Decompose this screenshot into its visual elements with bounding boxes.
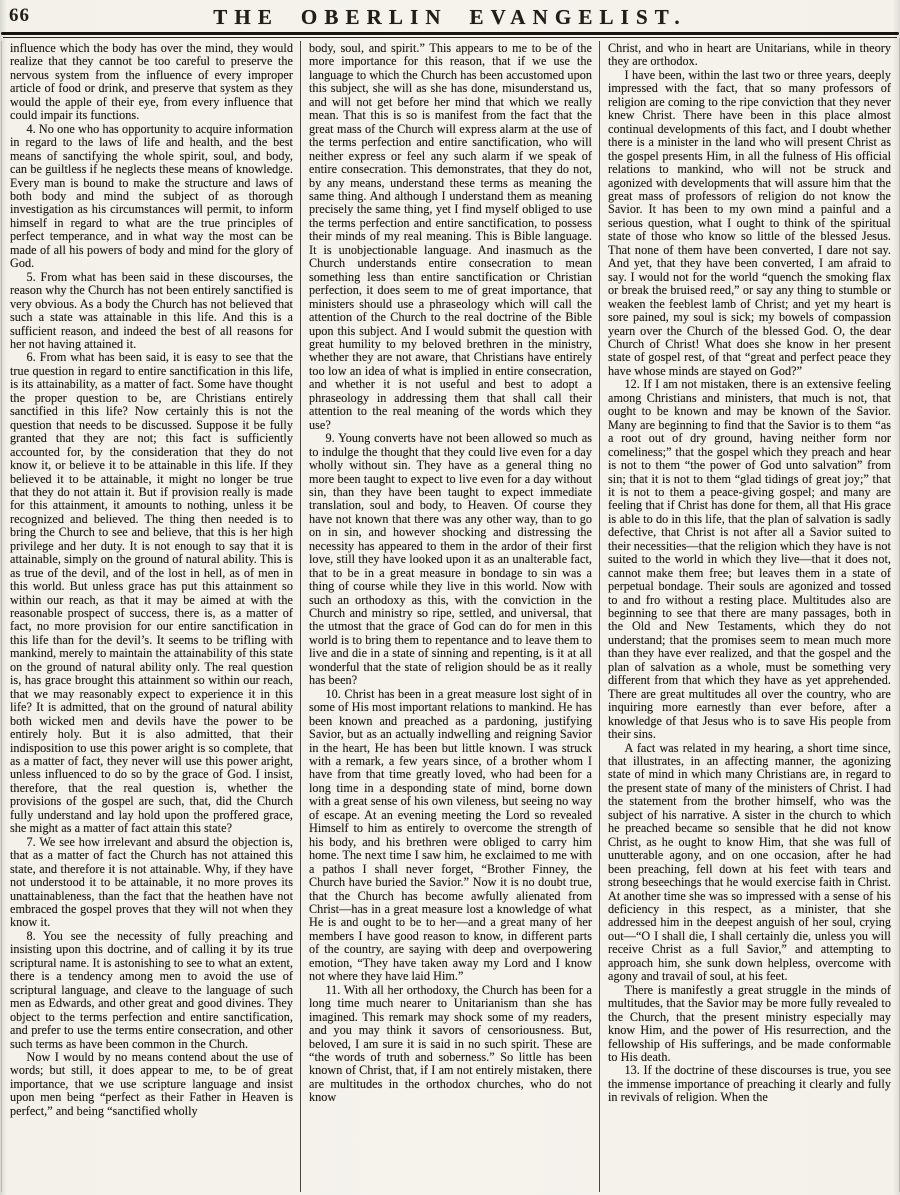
paragraph: 5. From what has been said in these discourses, the reason why the Church has not been entirely sanctified is very obvious. As a body the Church has not believed that such a state was attainable in this life. And this is a sufficient reason, and indeed the best of all reasons for her not having attained it. bbox=[10, 269, 293, 351]
paragraph: body, soul, and spirit.” This appears to me to be of the more importance for this reason, that if we use the language to which the Church has been accustomed upon this subject, she will as she has done, misunderstand us, and will not get before her mind that which we really mean. That this is so is manifest from the fact that the great mass of the Church will express alarm at the use of the terms perfection and entire sanctification, who will neither express or feel any such alarm if we speak of entire consecration. This demonstrates, that they do not, by any means, understand these terms as meaning the same thing. And although I understand them as meaning precisely the same thing, yet I find myself obliged to use the terms perfection and entire sanctification, to possess their minds of my real meaning. This is Bible language. It is unobjectionable language. And inasmuch as the Church understands entire consecration to mean something less than entire sanctification or Christian perfection, it does seem to me of great importance, that ministers should use a phraseology which will call the attention of the Church to the real doctrine of the Bible upon this subject. And I would submit the question with great humility to my beloved brethren in the ministry, whether they are not aware, that Christians have entirely too low an idea of what is implied in entire consecration, and whether it is not useful and best to adopt a phraseology in addressing them that shall call their attention to the real meaning of the words which they use? bbox=[309, 41, 592, 432]
paragraph: 9. Young converts have not been allowed so much as to indulge the thought that they could live even for a day wholly without sin. They have as a general thing no more been taught to expect to live even for a day without sin, than they have been taught to expect immediate translation, soul and body, to Heaven. Of course they have not known that there was any other way, than to go on in sin, and however shocking and distressing the necessity has appeared to them in the ardor of their first love, still they have looked upon it as an unalterable fact, that to be in a great measure in bondage to sin was a thing of course while they live in this world. Now with such an orthodoxy as this, with the conviction in the Church and ministry so ripe, settled, and universal, that the utmost that the grace of God can do for men in this world is to bring them to repentance and to leave them to live and die in a state of sinning and repenting, is it at all wonderful that the state of religion should be as it really has been? bbox=[309, 431, 592, 688]
column-1 bbox=[1, 41, 300, 1192]
page-number: 66 bbox=[9, 5, 30, 26]
paragraph: There is manifestly a great struggle in the minds of multitudes, that the Savior may be more fully revealed to the Church, that the present ministry especially may know Him, and the power of His resurrection, and the fellowship of His sufferings, and be made conformable to His death. bbox=[608, 982, 891, 1064]
paragraph: Christ, and who in heart are Unitarians, while in theory they are orthodox. bbox=[608, 41, 891, 69]
paragraph: 4. No one who has opportunity to acquire information in regard to the laws of life and health, and the best means of sanctifying the whole spirit, soul, and body, can be guiltless if he neglects these means of knowledge. Every man is bound to make the structure and laws of both body and mind the subject of as thorough investigation as his circumstances will permit, to inform himself in regard to what are the true principles of perfect temperance, and in what way the most can be made of all his powers of body and mind for the glory of God. bbox=[10, 121, 293, 271]
paragraph: 11. With all her orthodoxy, the Church has been for a long time much nearer to Unitarianism than she has imagined. This remark may shock some of my readers, and you may think it savors of censoriousness. But, beloved, I am sure it is said in no such spirit. These are “the words of truth and soberness.” So little has been known of Christ, that, if I am not entirely mistaken, there are multitudes in the orthodox churches, who do not know bbox=[309, 982, 592, 1105]
page-header bbox=[0, 0, 900, 30]
paragraph: 12. If I am not mistaken, there is an extensive feeling among Christians and ministers, that much is not, that ought to be known and may be known of the Savior. Many are beginning to find that the Savior is to them “as a root out of dry ground, having neither form nor comeliness;” that the gospel which they preach and hear is not to them “the power of God unto salvation” from sin; that it is not to them “glad tidings of great joy;” that it is not to them a peace-giving gospel; and many are feeling that if Christ has done for them, all that His grace is able to do in this life, that the plan of salvation is sadly defective, that Christ is not after all a Savior suited to their necessities—that the religion which they have is not suited to the world in which they live—that it does not, cannot make them free; but leaves them in a state of perpetual bondage. Their souls are agonized and tossed to and fro without a resting place. Multitudes also are beginning to see that there are many passages, both in the Old and New Testaments, which they do not understand; that the promises seem to mean much more than they have ever realized, and that the gospel and the plan of salvation as a whole, must be something very different from that which they have as yet apprehended. There are great multitudes all over the country, who are inquiring more earnestly than ever before, after a knowledge of that Jesus who is to save His people from their sins. bbox=[608, 377, 891, 742]
paragraph: 7. We see how irrelevant and absurd the objection is, that as a matter of fact the Church has not attained this state, and therefore it is not attainable. Why, if they have not understood it to be attainable, it no more proves its unattainableness, than the fact that the heathen have not embraced the gospel proves that they will not when they know it. bbox=[10, 834, 293, 930]
masthead-title: THE OBERLIN EVANGELIST. bbox=[213, 5, 687, 29]
article-columns bbox=[0, 38, 900, 1192]
column-2 bbox=[300, 41, 599, 1192]
paragraph: A fact was related in my hearing, a short time since, that illustrates, in an affecting manner, the agonizing state of mind in which many Christians are, in regard to the present state of many of the ministers of Christ. I had the statement from the brother himself, who was the subject of his narrative. A sister in the church to which he preached became so sensible that he did not know Christ, as he ought to know Him, that she was full of unutterable agony, and on one occasion, after he had been preaching, fell down at his feet with tears and strong beseechings that he would exercise faith in Christ. At another time she was so impressed with a sense of his deficiency in this respect, as a minister, that she addressed him in the deepest anguish of her soul, crying out—“O I shall die, I shall certainly die, unless you will receive Christ as a full Savior,” and attempting to approach him, she sunk down helpless, overcome with agony and travail of soul, at his feet. bbox=[608, 740, 891, 984]
header-rule-thick bbox=[1, 32, 899, 35]
paragraph: 8. You see the necessity of fully preaching and insisting upon this doctrine, and of calling it by its true scriptural name. It is astonishing to see to what an extent, there is a tendency among men to avoid the use of scriptural language, and cleave to the language of such men as Edwards, and other great and good divines. They object to the terms perfection and entire sanctification, and prefer to use the terms entire consecration, and other such terms as have been common in the Church. bbox=[10, 928, 293, 1051]
paragraph: Now I would by no means contend about the use of words; but still, it does appear to me, to be of great importance, that we use scripture language and insist upon men being “perfect as their Father in Heaven is perfect,” and being “sanctified wholly bbox=[10, 1049, 293, 1118]
paragraph: 13. If the doctrine of these discourses is true, you see the immense importance of preaching it clearly and fully in revivals of religion. When the bbox=[608, 1063, 891, 1105]
paragraph: 10. Christ has been in a great measure lost sight of in some of His most important relations to mankind. He has been known and preached as a pardoning, justifying Savior, but as an actually indwelling and reigning Savior in the heart, He has been but little known. I was struck with a remark, a few years since, of a brother whom I have from that time greatly loved, who had been for a long time in a desponding state of mind, borne down with a great sense of his own vileness, but seeing no way of escape. At an evening meeting the Lord so revealed Himself to him as entirely to overcome the strength of his body, and his brethren were obliged to carry him home. The next time I saw him, he exclaimed to me with a pathos I shall never forget, “Brother Finney, the Church have buried the Savior.” Now it is no doubt true, that the Church has become awfully alienated from Christ—has in a great measure lost a knowledge of what He is and ought to be to her—and a great many of her members I have good reason to know, in different parts of the country, are saying with deep and overpowering emotion, “They have taken away my Lord and I know not where they have laid Him.” bbox=[309, 686, 592, 984]
paragraph: influence which the body has over the mind, they would realize that they cannot be too careful to preserve the nervous system from the influence of every improper article of food or drink, and preserve that system as they would the apple of their eye, from every influence that could impair its functions. bbox=[10, 41, 293, 123]
paragraph: I have been, within the last two or three years, deeply impressed with the fact, that so many professors of religion are coming to the ripe conviction that they never knew Christ. There have been in this place almost continual developments of this fact, and I doubt whether there is a minister in the land who will present Christ as the gospel presents Him, in all the fulness of His official relations to mankind, who will not be struck and agonized with developments that will assure him that the great mass of professors of religion do not know the Savior. It has been to my own mind a painful and a serious question, what I ought to think of the spiritual state of those who know so little of the blessed Jesus. That none of them have been converted, I dare not say. And yet, that they have been converted, I am afraid to say. I would not for the world “quench the smoking flax or break the bruised reed,” or say any thing to stumble or weaken the feeblest lamb of Christ; and yet my heart is sore pained, my soul is sick; my bowels of compassion yearn over the Church of the blessed God. O, the dear Church of Christ! What does she know in her present state of gospel rest, of that “great and perfect peace they have whose minds are stayed on God?” bbox=[608, 67, 891, 378]
paragraph: 6. From what has been said, it is easy to see that the true question in regard to entire sanctification in this life, is its attainability, as a matter of fact. Some have thought the proper question to be, are Christians entirely sanctified in this life? Now certainly this is not the question that needs to be discussed. Suppose it be fully granted that they are not; this fact is sufficiently accounted for, by the consideration that they do not know it, or believe it to be attainable in this life. If they believed it to be attainable, it might no longer be true that they do not attain it. But if provision really is made for this attainment, it amounts to nothing, unless it be recognized and believed. The thing then needed is to bring the Church to see and believe, that this is her high privilege and her duty. It is not enough to say that it is attainable, simply on the ground of natural ability. This is as true of the devil, and of the lost in hell, as of men in this world. But unless grace has put this attainment so within our reach, as that it may be aimed at with the reasonable prospect of success, there is, as a matter of fact, no more provision for our entire sanctification in this life than for the devil’s. It seems to be trifling with mankind, merely to maintain the attainability of this state on the ground of natural ability only. The real question is, has grace brought this attainment so within our reach, that we may reasonably expect to experience it in this life? It is admitted, that on the ground of natural ability both wicked men and devils have the power to be entirely holy. But it is also admitted, that their indisposition to use this power aright is so complete, that as a matter of fact, they never will use this power aright, unless influenced to do so by the grace of God. I insist, therefore, that the real question is, whether the provisions of the gospel are such, that, did the Church fully understand and lay hold upon the proffered grace, she might as a matter of fact attain this state? bbox=[10, 350, 293, 836]
column-3 bbox=[599, 41, 898, 1192]
